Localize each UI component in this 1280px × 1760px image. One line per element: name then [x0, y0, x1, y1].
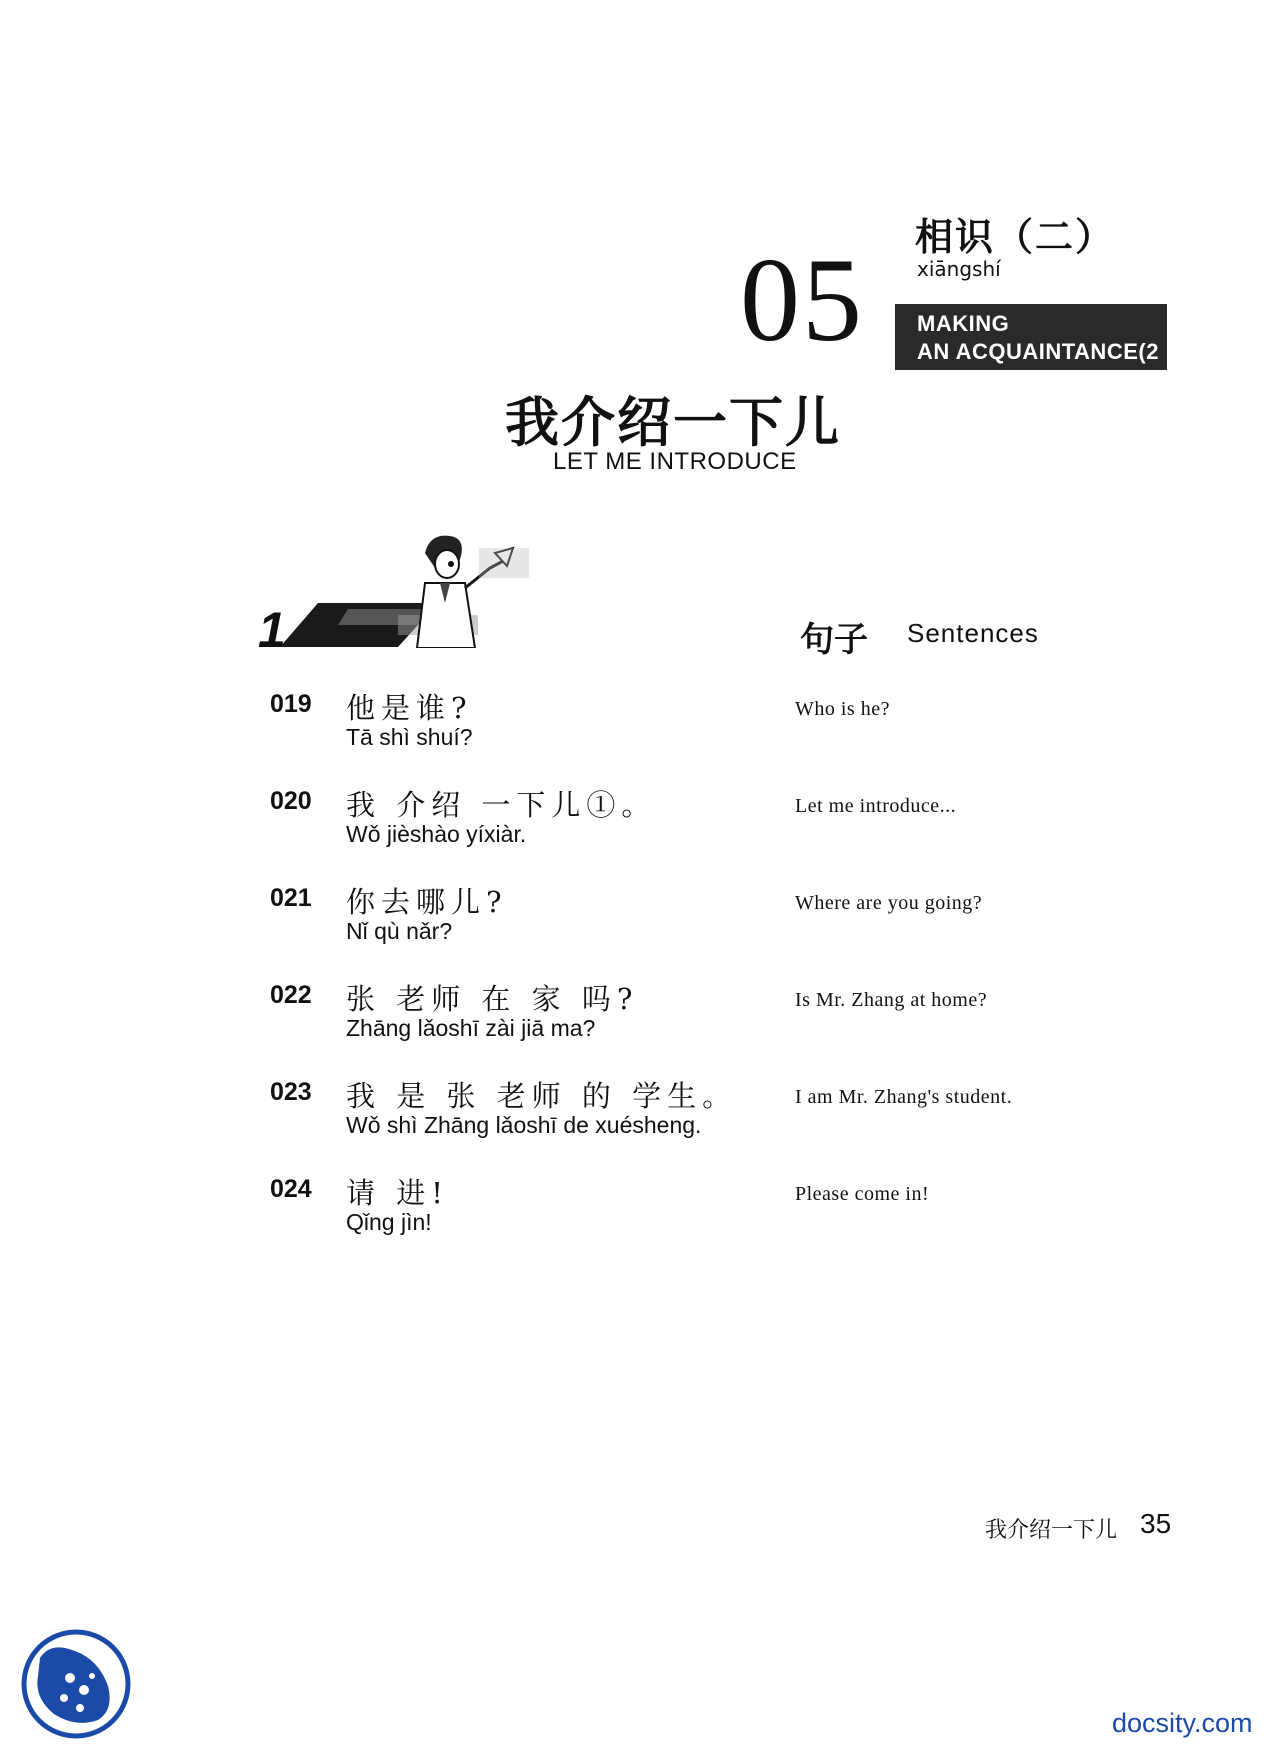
lesson-title-zh: 相识（二）: [915, 215, 1116, 259]
sentence-number: 023: [270, 1078, 312, 1106]
sentence-row: [0, 787, 1280, 883]
sentence-row: [0, 690, 1280, 786]
docsity-logo-icon[interactable]: [20, 1628, 132, 1740]
sentence-chinese: 请 进!: [346, 1176, 449, 1210]
sentence-number: 024: [270, 1175, 312, 1203]
page-number: 35: [1140, 1508, 1172, 1539]
sentence-english: Where are you going?: [795, 892, 983, 914]
sentence-pinyin: Wǒ jièshào yíxiàr.: [346, 821, 527, 847]
page-title: 我介绍一下儿: [505, 390, 841, 454]
brand-link[interactable]: docsity.com: [1112, 1708, 1253, 1738]
sentence-english: Who is he?: [795, 698, 890, 720]
section-label-en: Sentences: [907, 618, 1039, 648]
section-number: 1: [258, 602, 286, 650]
sentence-chinese: 你去哪儿?: [346, 885, 508, 919]
sentence-pinyin: Nǐ qù nǎr?: [346, 918, 453, 944]
sentence-number: 022: [270, 981, 312, 1009]
sentence-row: [0, 884, 1280, 980]
lesson-category-banner: [895, 304, 1167, 370]
sentence-pinyin: Tā shì shuí?: [346, 724, 473, 750]
sentence-chinese: 我 是 张 老师 的 学生。: [346, 1079, 738, 1113]
page-subtitle: LET ME INTRODUCE: [553, 448, 797, 475]
sentence-row: [0, 1175, 1280, 1271]
section-label-zh: 句子: [800, 620, 868, 660]
sentence-english: Please come in!: [795, 1183, 930, 1205]
sentence-chinese: 张 老师 在 家 吗?: [346, 982, 639, 1016]
sentence-chinese: 他是谁?: [346, 691, 473, 725]
sentence-number: 020: [270, 787, 312, 815]
category-line-1: MAKING: [917, 311, 1010, 336]
sentence-english: Is Mr. Zhang at home?: [795, 989, 988, 1011]
category-line-2: AN ACQUAINTANCE(2: [917, 339, 1159, 364]
sentence-row: [0, 1078, 1280, 1174]
running-title: 我介绍一下儿: [985, 1518, 1118, 1543]
sentence-pinyin: Zhāng lǎoshī zài jiā ma?: [346, 1015, 596, 1041]
sentence-pinyin: Qǐng jìn!: [346, 1209, 432, 1235]
sentence-pinyin: Wǒ shì Zhāng lǎoshī de xuésheng.: [346, 1112, 702, 1138]
sentence-number: 021: [270, 884, 312, 912]
teacher-illustration-icon: [395, 528, 535, 648]
sentence-english: I am Mr. Zhang's student.: [795, 1086, 1013, 1108]
sentence-row: [0, 981, 1280, 1077]
sentence-english: Let me introduce...: [795, 795, 957, 817]
sentence-chinese: 我 介绍 一下儿①。: [346, 788, 657, 822]
lesson-number: 05: [740, 233, 864, 366]
sentence-number: 019: [270, 690, 312, 718]
lesson-title-pinyin: xiāngshí: [917, 257, 1001, 281]
